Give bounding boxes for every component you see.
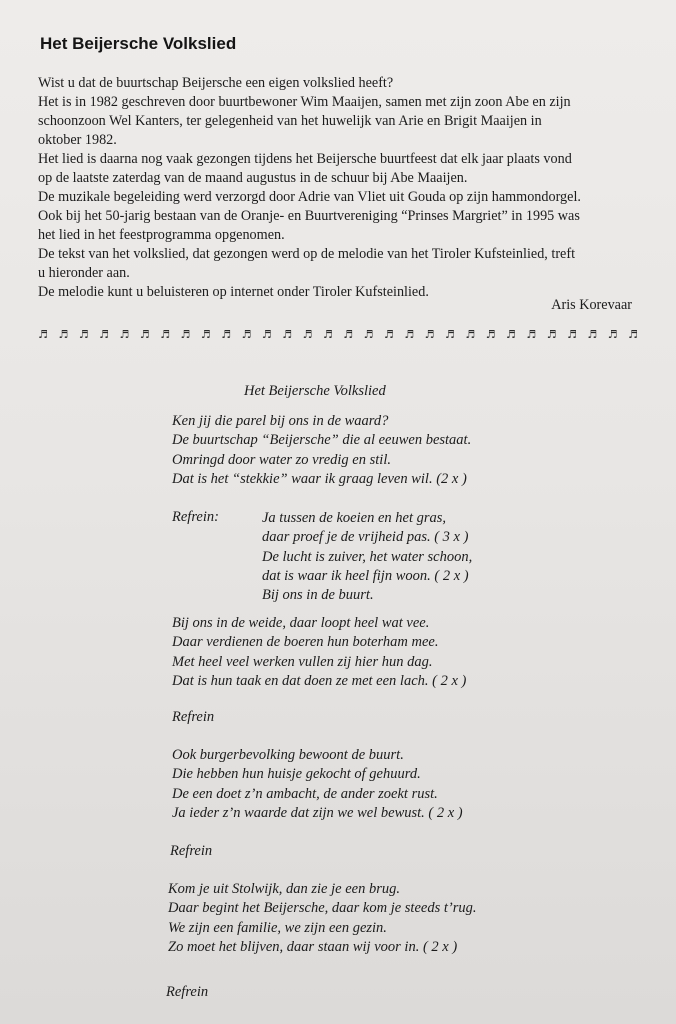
- music-note-icon: ♬: [526, 328, 537, 341]
- intro-line: Het is in 1982 geschreven door buurtbewoner Wim Maaijen, samen met zijn zoon Abe en zijn: [38, 94, 571, 110]
- music-note-icon: ♬: [38, 328, 48, 341]
- song-line: De een doet z’n ambacht, de ander zoekt rust.: [172, 785, 438, 802]
- music-note-icon: ♬: [607, 328, 618, 341]
- refrain-text: [262, 509, 472, 605]
- intro-line: De melodie kunt u beluisteren op internet onder Tiroler Kufsteinlied.: [38, 284, 429, 300]
- intro-line: De tekst van het volkslied, dat gezongen werd op de melodie van het Tiroler Kufsteinlied, treft: [38, 246, 576, 262]
- song-line: De buurtschap “Beijersche” die al eeuwen bestaat.: [172, 432, 472, 449]
- song-line: Dat is hun taak en dat doen ze met een lach. ( 2 x ): [172, 672, 467, 689]
- song-line: Bij ons in de weide, daar loopt heel wat vee.: [172, 615, 430, 631]
- music-note-icon: ♬: [200, 328, 211, 341]
- music-note-icon: ♬: [322, 328, 333, 341]
- music-note-icon: ♬: [627, 328, 638, 341]
- intro-line: het lied in het feestprogramma opgenomen.: [38, 227, 285, 243]
- music-note-icon: ♬: [363, 328, 374, 341]
- music-note-icon: ♬: [383, 328, 394, 341]
- intro-line: u hieronder aan.: [38, 265, 130, 281]
- music-note-icon: ♬: [221, 328, 231, 341]
- refrain-line: De lucht is zuiver, het water schoon,: [262, 548, 473, 565]
- intro-line: op de laatste zaterdag van de maand augustus in de schuur bij Abe Maaijen.: [38, 170, 468, 186]
- article-heading: Het Beijersche Volkslied: [40, 34, 237, 53]
- music-note-icon: ♬: [78, 328, 89, 341]
- music-note-icon: ♬: [566, 328, 577, 341]
- music-note-icon: ♬: [139, 328, 150, 341]
- refrain-reference: Refrein: [170, 843, 213, 859]
- refrain-reference: Refrein: [166, 984, 209, 1000]
- refrain-label: Refrein:: [172, 509, 219, 525]
- song-line: Ja ieder z’n waarde dat zijn we wel bewust. ( 2 x ): [172, 804, 463, 821]
- music-note-icon: ♬: [119, 328, 130, 341]
- intro-paragraph: [38, 74, 618, 302]
- refrain-line: Ja tussen de koeien en het gras,: [262, 510, 447, 526]
- music-note-icon: ♬: [485, 328, 496, 341]
- song-line: Ook burgerbevolking bewoont de buurt.: [172, 747, 404, 763]
- intro-line: Het lied is daarna nog vaak gezongen tijdens het Beijersche buurtfeest dat elk jaar plaats vond: [38, 151, 572, 167]
- stanza-1: [172, 412, 471, 489]
- author-signature: Aris Korevaar: [551, 297, 632, 313]
- stanza-4: [168, 880, 476, 957]
- song-line: Omringd door water zo vredig en stil.: [172, 451, 391, 468]
- music-note-icon: ♬: [160, 328, 170, 341]
- music-note-icon: ♬: [261, 328, 272, 341]
- song-line: Die hebben hun huisje gekocht of gehuurd.: [172, 766, 421, 783]
- music-note-icon: ♬: [404, 328, 415, 341]
- intro-line: oktober 1982.: [38, 132, 117, 148]
- song-line: Dat is het “stekkie” waar ik graag leven wil. (2 x ): [172, 470, 467, 487]
- music-note-divider: [38, 328, 638, 346]
- refrain-line: daar proef je de vrijheid pas. ( 3 x ): [262, 529, 469, 546]
- music-note-icon: ♬: [302, 328, 313, 341]
- intro-line: Wist u dat de buurtschap Beijersche een eigen volkslied heeft?: [38, 75, 394, 91]
- song-line: Met heel veel werken vullen zij hier hun dag.: [172, 653, 433, 670]
- stanza-2: [172, 614, 466, 691]
- music-note-icon: ♬: [465, 328, 476, 341]
- song-line: We zijn een familie, we zijn een gezin.: [168, 919, 387, 936]
- refrain-line: dat is waar ik heel fijn woon. ( 2 x ): [262, 567, 469, 584]
- music-note-icon: ♬: [58, 328, 69, 341]
- music-note-icon: ♬: [180, 328, 191, 341]
- song-line: Kom je uit Stolwijk, dan zie je een brug.: [168, 881, 400, 897]
- song-line: Zo moet het blijven, daar staan wij voor in. ( 2 x ): [168, 938, 458, 955]
- music-note-icon: ♬: [424, 328, 435, 341]
- music-note-icon: ♬: [546, 328, 557, 341]
- song-title: Het Beijersche Volkslied: [244, 383, 386, 399]
- music-note-icon: ♬: [241, 328, 252, 341]
- intro-line: De muzikale begeleiding werd verzorgd door Adrie van Vliet uit Gouda op zijn hammondorgel.: [38, 189, 581, 205]
- music-note-icon: ♬: [99, 328, 109, 341]
- song-line: Ken jij die parel bij ons in de waard?: [172, 413, 389, 429]
- music-note-icon: ♬: [282, 328, 292, 341]
- intro-line: Ook bij het 50-jarig bestaan van de Oranje- en Buurtvereniging “Prinses Margriet” in 1995 was: [38, 208, 580, 224]
- music-note-icon: ♬: [505, 328, 516, 341]
- intro-line: schoonzoon Wel Kanters, ter gelegenheid van het huwelijk van Arie en Brigit Maaijen in: [38, 113, 542, 129]
- music-note-icon: ♬: [343, 328, 354, 341]
- stanza-3: [172, 746, 463, 823]
- music-note-icon: ♬: [444, 328, 455, 341]
- refrain-line: Bij ons in de buurt.: [262, 587, 374, 604]
- song-line: Daar begint het Beijersche, daar kom je steeds t’rug.: [168, 900, 477, 917]
- song-line: Daar verdienen de boeren hun boterham mee.: [172, 634, 439, 651]
- refrain-reference: Refrein: [172, 709, 215, 725]
- music-note-icon: ♬: [587, 328, 598, 341]
